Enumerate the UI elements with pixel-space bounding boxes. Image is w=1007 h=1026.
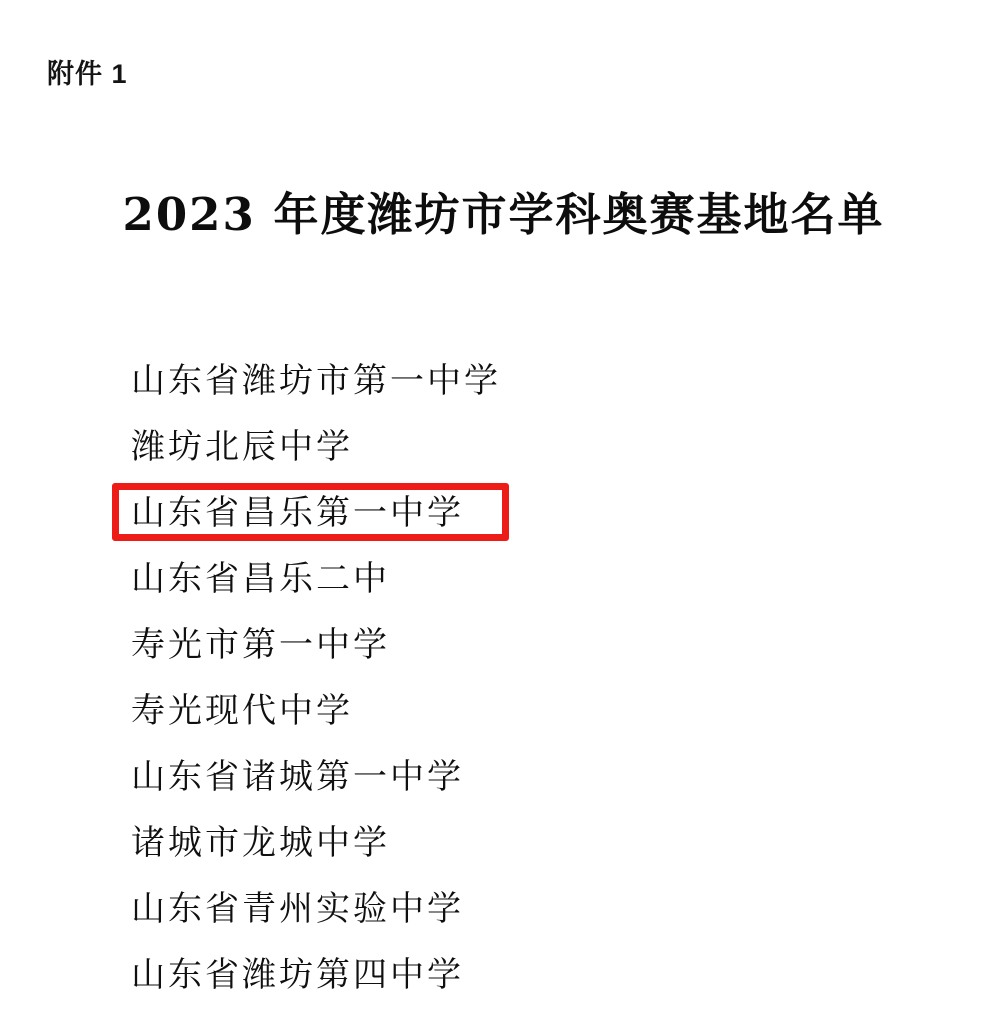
school-name: 诸城市龙城中学 (131, 823, 390, 863)
school-name: 山东省潍坊市第一中学 (131, 361, 501, 401)
list-item (131, 612, 831, 678)
school-name: 潍坊北辰中学 (131, 427, 353, 467)
school-name: 寿光现代中学 (131, 691, 353, 731)
school-name: 山东省昌乐二中 (131, 559, 390, 599)
list-item-highlighted (131, 480, 831, 546)
list-item (131, 744, 831, 810)
list-item (131, 414, 831, 480)
list-item (131, 810, 831, 876)
list-item (131, 678, 831, 744)
list-item (131, 348, 831, 414)
attachment-label: 附件 1 (47, 59, 128, 89)
school-name: 山东省青州实验中学 (131, 889, 464, 929)
list-item (131, 942, 831, 1008)
list-item (131, 876, 831, 942)
school-name: 山东省潍坊第四中学 (131, 955, 464, 995)
school-name: 寿光市第一中学 (131, 625, 390, 665)
list-item (131, 546, 831, 612)
school-name: 山东省诸城第一中学 (131, 757, 464, 797)
page-title: 2023 年度潍坊市学科奥赛基地名单 (122, 188, 885, 241)
school-name: 山东省昌乐第一中学 (131, 493, 464, 533)
school-list (131, 348, 831, 1008)
